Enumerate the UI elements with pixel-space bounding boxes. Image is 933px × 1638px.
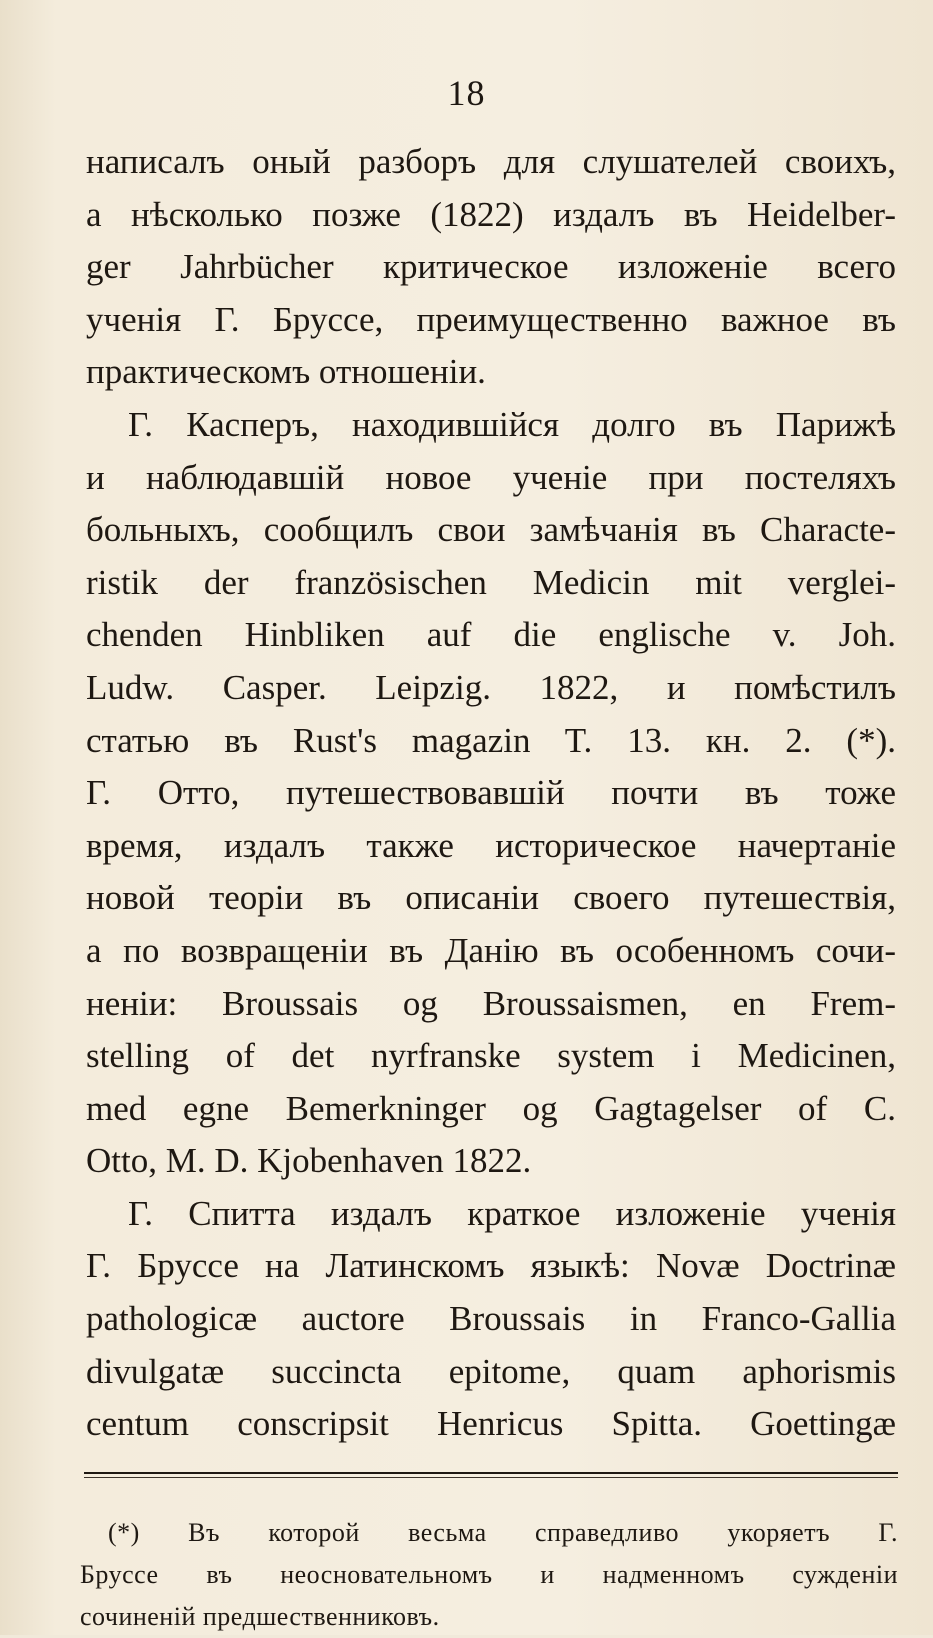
footnote-line: (*) Въ которой весьма справедливо укоряетъ Г.	[108, 1518, 898, 1547]
footnote-rule-secondary	[84, 1477, 898, 1478]
text-line: Г. Бруссе на Латинскомъ языкѣ: Novæ Doctrinæ	[86, 1246, 896, 1286]
text-line: и наблюдавшій новое ученіе при постеляхъ	[86, 457, 896, 497]
text-line: а по возвращеніи въ Данію въ особенномъ сочи-	[86, 930, 896, 970]
text-line: Ludw. Casper. Leipzig. 1822, и помѣстилъ	[86, 667, 896, 707]
text-line: Г. Отто, путешествовавшій почти въ тоже	[86, 773, 896, 813]
text-line: практическомъ отношеніи.	[86, 352, 486, 392]
body-text	[86, 136, 896, 1451]
text-line: ученія Г. Бруссе, преимущественно важное въ	[86, 299, 896, 339]
text-line: pathologicæ auctore Broussais in Franco-Gallia	[86, 1299, 896, 1339]
text-line: Г. Спитта издалъ краткое изложеніе ученія	[128, 1193, 896, 1233]
text-line: написалъ оный разборъ для слушателей своихъ,	[86, 142, 896, 181]
text-line: статью въ Rust's magazin T. 13. кн. 2. (*).	[86, 720, 896, 760]
text-line: ger Jahrbücher критическое изложеніе всего	[86, 247, 896, 287]
text-line: centum conscripsit Henricus Spitta. Goettingæ	[86, 1404, 896, 1444]
footnote-line: сочиненій предшественниковъ.	[80, 1602, 440, 1631]
text-line: неніи: Broussais og Broussaismen, en Frem-	[86, 983, 896, 1023]
text-line: больныхъ, сообщилъ свои замѣчанія въ Characte-	[86, 510, 896, 550]
page-number: 18	[447, 73, 486, 113]
text-line: chenden Hinbliken auf die englische v. Joh.	[86, 615, 896, 655]
text-line: ristik der französischen Medicin mit verglei-	[86, 562, 896, 602]
text-line: divulgatæ succincta epitome, quam aphorismis	[86, 1351, 896, 1391]
footnote	[80, 1512, 898, 1638]
text-line: med egne Bemerkninger og Gagtagelser of C.	[86, 1088, 896, 1128]
footnote-line: Бруссе въ неосновательномъ и надменномъ сужденіи	[80, 1560, 898, 1589]
text-line: Г. Касперъ, находившійся долго въ Парижѣ	[128, 404, 896, 444]
text-line: Otto, M. D. Kjobenhaven 1822.	[86, 1141, 532, 1181]
text-line: а нѣсколько позже (1822) издалъ въ Heidelber-	[86, 194, 896, 234]
footnote-rule	[84, 1472, 898, 1474]
text-line: время, издалъ также историческое начертаніе	[86, 825, 896, 865]
text-line: новой теоріи въ описаніи своего путешествія,	[86, 878, 896, 918]
text-line: stelling of det nyrfranske system i Medicinen,	[86, 1036, 896, 1076]
